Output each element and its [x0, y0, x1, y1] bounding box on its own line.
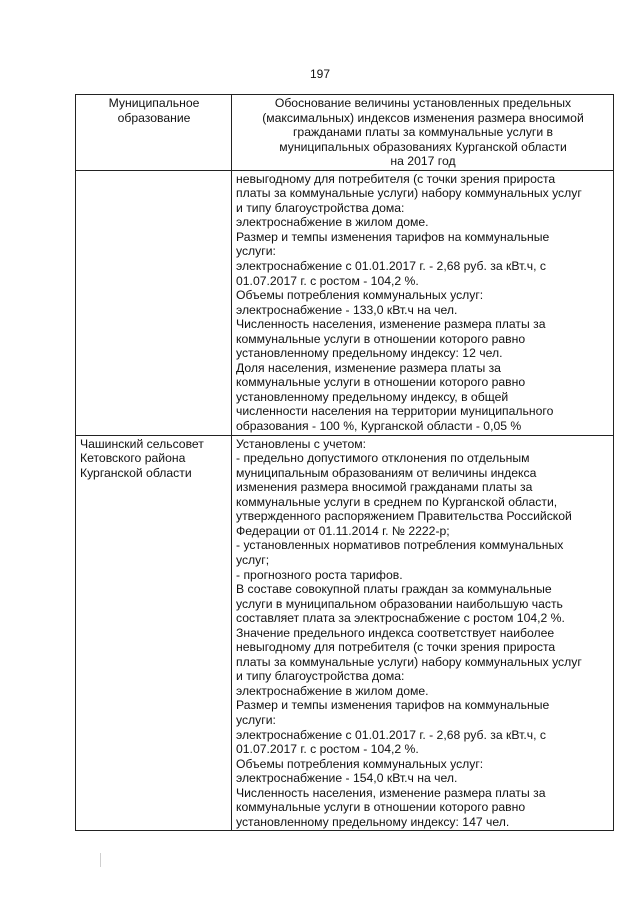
text-line: Размер и темпы изменения тарифов на коммунальные: [236, 229, 550, 244]
header-line: муниципальных образованиях Курганской области: [279, 139, 567, 154]
text-line: 01.07.2017 г. с ростом - 104,2 %.: [236, 742, 419, 757]
text-line: В составе совокупной платы граждан за коммунальные: [236, 582, 552, 597]
text-line: муниципальным образованиям от величины индекса: [236, 465, 537, 480]
justification-cell: [232, 170, 614, 435]
text-line: и типу благоустройства дома:: [236, 200, 405, 215]
text-line: коммунальные услуги в отношении которого равно: [236, 331, 526, 346]
text-line: электроснабжение в жилом доме.: [236, 215, 429, 230]
header-justification: [232, 95, 614, 171]
text-line: коммунальные услуги в отношении которого равно: [236, 375, 526, 390]
text-line: образования - 100 %, Курганской области - 0,05 %: [236, 419, 522, 434]
text-line: Значение предельного индекса соответствует наиболее: [236, 625, 555, 640]
tariff-justification-table: [75, 94, 614, 831]
municipality-cell: [76, 435, 232, 831]
text-line: установленному предельному индексу: 12 чел.: [236, 346, 503, 361]
municipality-line: Курганской области: [80, 465, 192, 480]
text-line: Численность населения, изменение размера платы за: [236, 785, 546, 800]
text-line: услуги:: [236, 712, 276, 727]
text-line: установленному предельному индексу, в общей: [236, 389, 509, 404]
table-row: [76, 170, 614, 435]
text-line: Размер и темпы изменения тарифов на коммунальные: [236, 698, 550, 713]
text-line: Объемы потребления коммунальных услуг:: [236, 288, 484, 303]
text-line: электроснабжение - 133,0 кВт.ч на чел.: [236, 302, 458, 317]
text-line: услуги:: [236, 244, 276, 259]
text-line: 01.07.2017 г. с ростом - 104,2 %.: [236, 273, 419, 288]
text-line: Объемы потребления коммунальных услуг:: [236, 756, 484, 771]
text-line: невыгодному для потребителя (с точки зрения прироста: [236, 640, 556, 655]
text-line: Установлены с учетом:: [236, 436, 366, 451]
text-line: численности населения на территории муниципального: [236, 404, 554, 419]
text-line: услуги в муниципальном образовании наибольшую часть: [236, 596, 563, 611]
municipality-line: Кетовского района: [80, 451, 186, 466]
page-number: 197: [309, 67, 331, 81]
table-row: [76, 435, 614, 831]
header-line: (максимальных) индексов изменения размера вносимой: [262, 110, 584, 125]
text-line: электроснабжение в жилом доме.: [236, 683, 429, 698]
header-line: гражданами платы за коммунальные услуги в: [292, 125, 554, 140]
text-line: и типу благоустройства дома:: [236, 669, 405, 684]
text-line: платы за коммунальные услуги) набору коммунальных услуг: [236, 654, 582, 669]
text-line: Численность населения, изменение размера платы за: [236, 317, 546, 332]
text-line: - прогнозного роста тарифов.: [236, 567, 403, 582]
header-line: образование: [117, 110, 191, 125]
text-line: невыгодному для потребителя (с точки зрения прироста: [236, 171, 556, 186]
text-line: электроснабжение - 154,0 кВт.ч на чел.: [236, 771, 458, 786]
justification-cell: [232, 435, 614, 831]
header-municipality: [76, 95, 232, 171]
text-line: установленному предельному индексу: 147 чел.: [236, 814, 510, 829]
text-line: коммунальные услуги в среднем по Курганской области,: [236, 494, 558, 509]
text-line: изменения размера вносимой гражданами платы за: [236, 480, 533, 495]
text-line: платы за коммунальные услуги) набору коммунальных услуг: [236, 186, 582, 201]
text-line: Доля населения, изменение размера платы за: [236, 360, 501, 375]
header-line: Обоснование величины установленных предельных: [274, 96, 572, 110]
text-line: коммунальные услуги в отношении которого равно: [236, 800, 526, 815]
header-line: Муниципальное: [108, 96, 200, 110]
margin-mark: [100, 853, 101, 867]
text-line: составляет плата за электроснабжение с ростом 104,2 %.: [236, 611, 565, 626]
text-line: Федерации от 01.11.2014 г. № 2222-р;: [236, 523, 450, 538]
header-line: на 2017 год: [390, 154, 456, 169]
text-line: - установленных нормативов потребления коммунальных: [236, 538, 564, 553]
table-header-row: [76, 95, 614, 171]
text-line: - предельно допустимого отклонения по отдельным: [236, 451, 530, 466]
text-line: электроснабжение с 01.01.2017 г. - 2,68 руб. за кВт.ч, с: [236, 727, 546, 742]
municipality-line: Чашинский сельсовет: [80, 436, 204, 451]
text-line: электроснабжение с 01.01.2017 г. - 2,68 руб. за кВт.ч, с: [236, 259, 546, 274]
municipality-cell: [76, 170, 232, 435]
text-line: услуг;: [236, 552, 270, 567]
text-line: утвержденного распоряжением Правительства Российской: [236, 509, 572, 524]
